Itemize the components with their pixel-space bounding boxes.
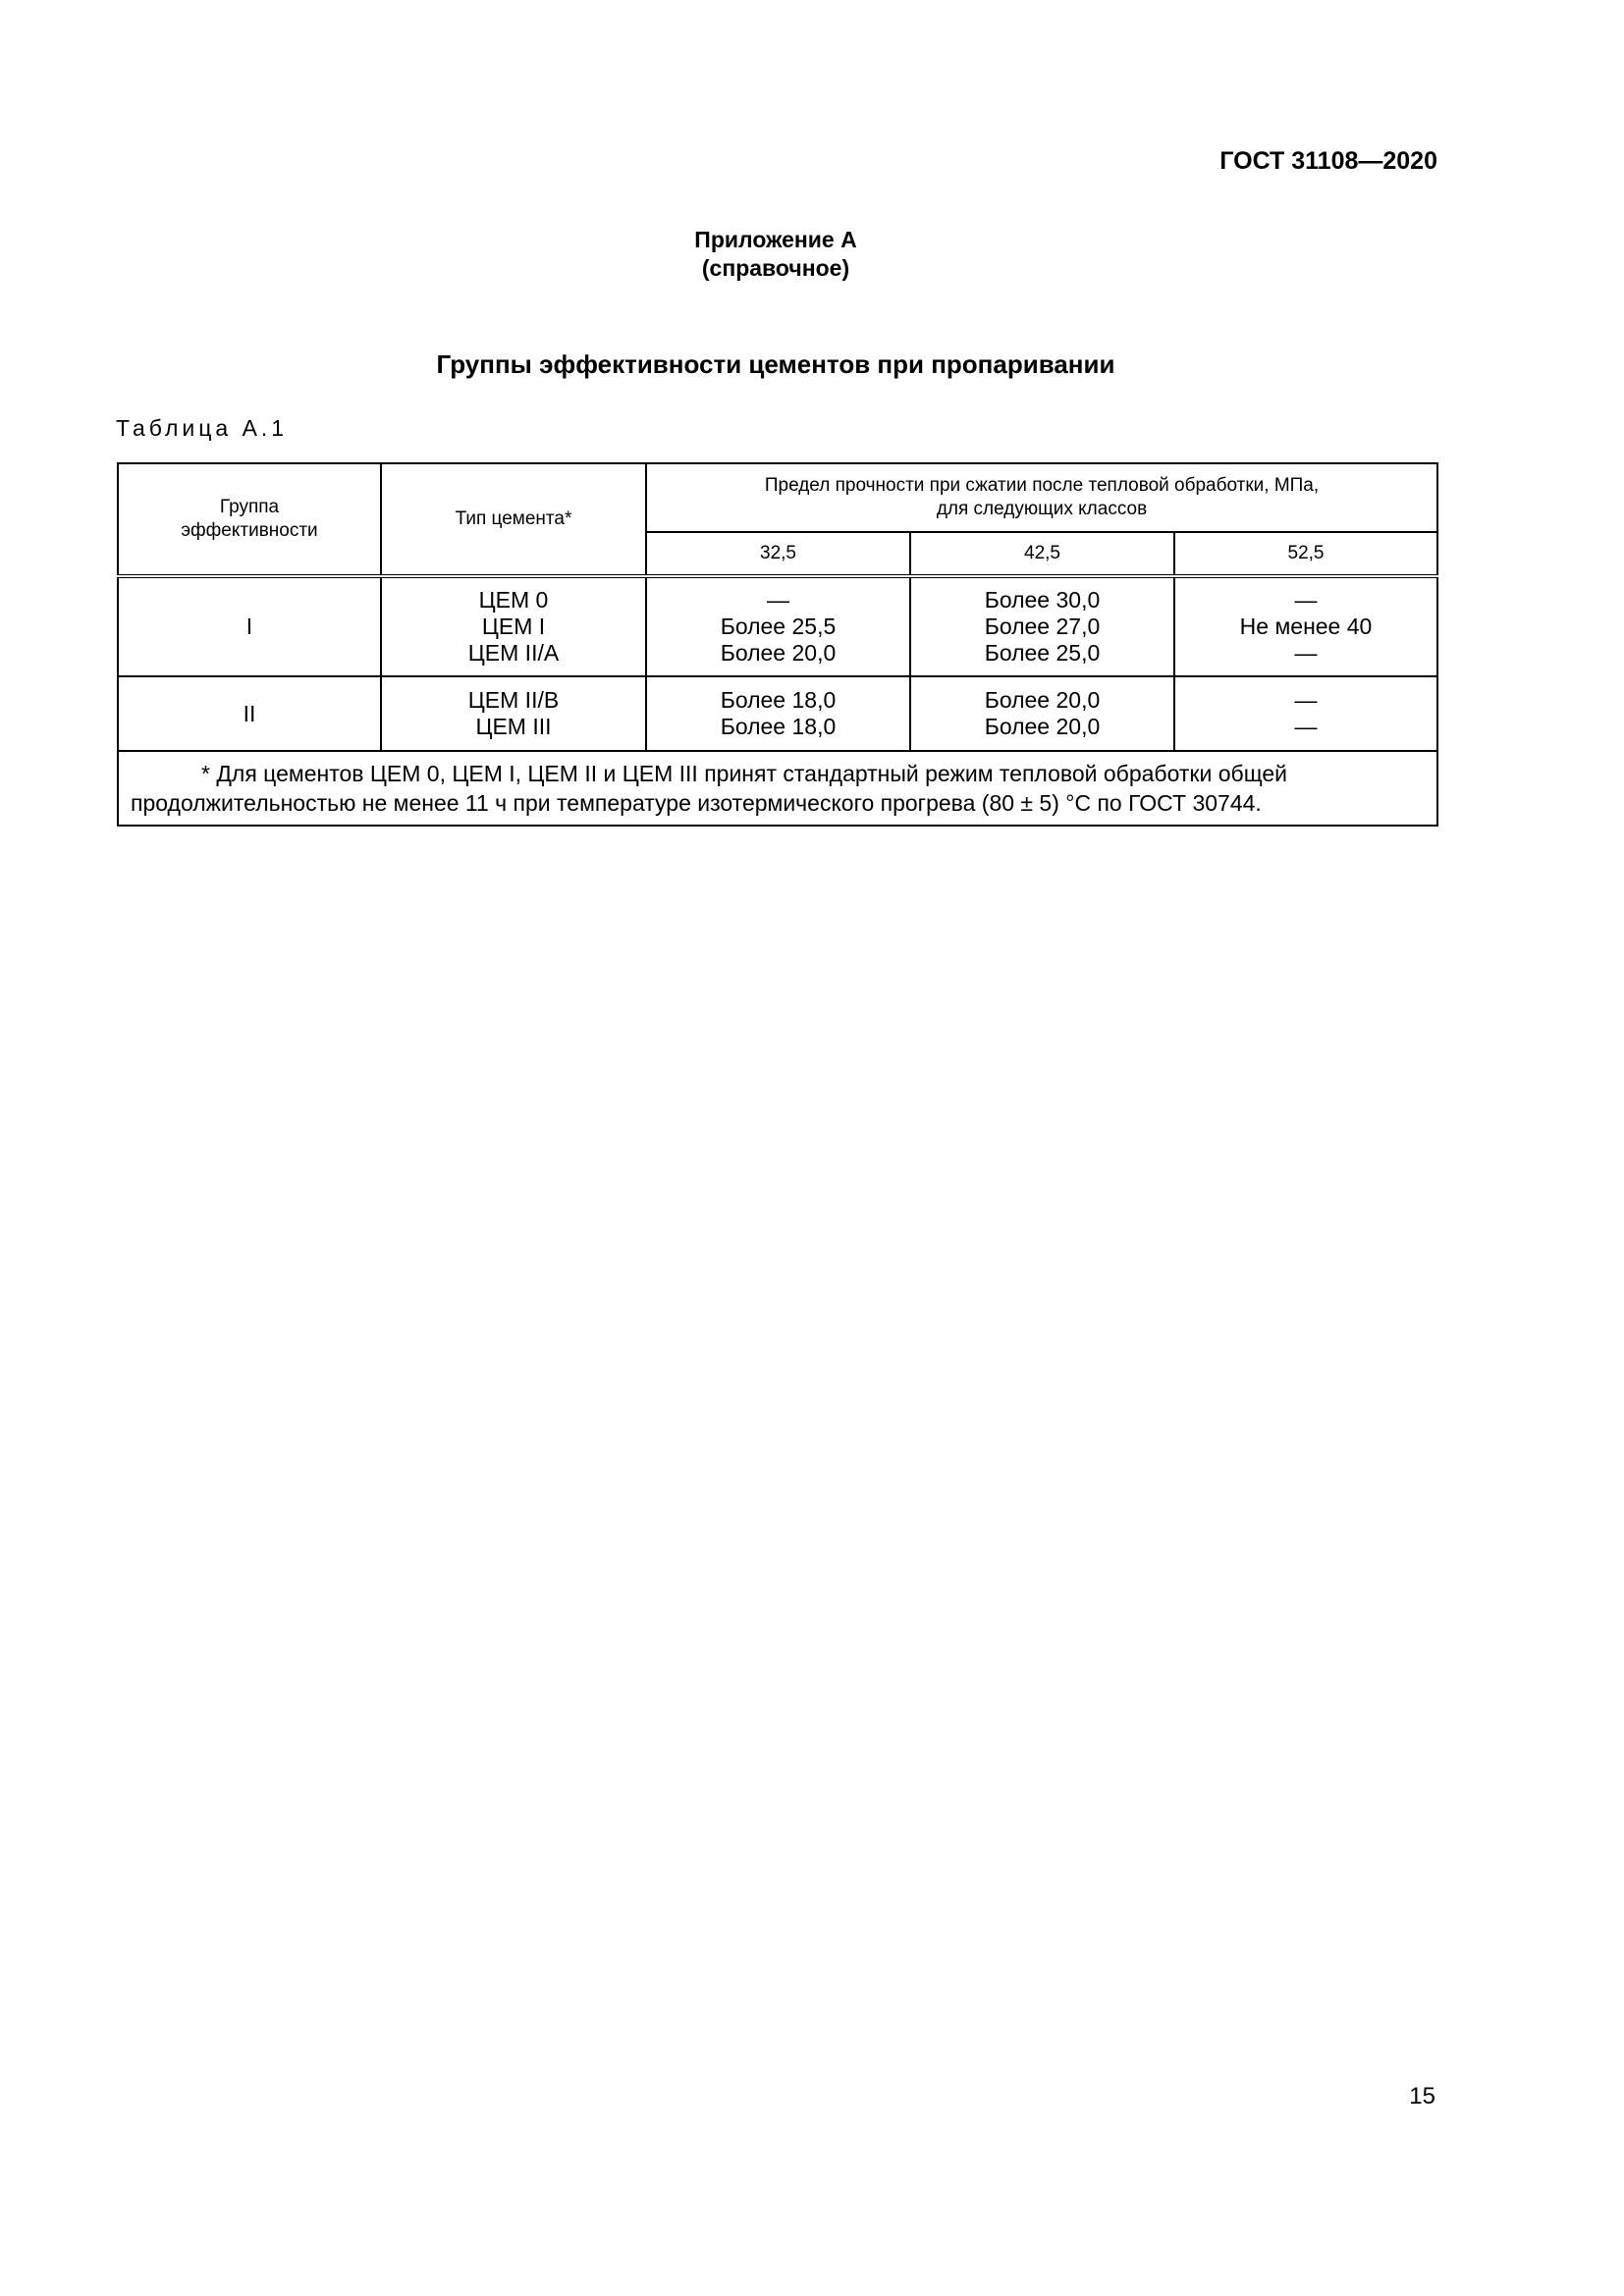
cement-type-cell: ЦЕМ 0 ЦЕМ I ЦЕМ II/А: [381, 576, 646, 676]
value-cell-42-5: Более 20,0 Более 20,0: [910, 676, 1174, 751]
header-cement-type: Тип цемента*: [381, 463, 646, 576]
header-strength: Предел прочности при сжатии после тепловой обработки, МПа, для следующих классов: [646, 463, 1437, 532]
value-cell-32-5: Более 18,0 Более 18,0: [646, 676, 910, 751]
section-title: Группы эффективности цементов при пропаривании: [436, 349, 1115, 379]
header-group: Группа эффективности: [118, 463, 381, 576]
document-code: ГОСТ 31108—2020: [1219, 147, 1437, 175]
value-cell-42-5: Более 30,0 Более 27,0 Более 25,0: [910, 576, 1174, 676]
page-number: 15: [1409, 2083, 1435, 2109]
table-caption: Таблица А.1: [116, 415, 289, 441]
group-cell: II: [118, 676, 381, 751]
header-class-52-5: 52,5: [1174, 532, 1437, 576]
table-footnote: * Для цементов ЦЕМ 0, ЦЕМ I, ЦЕМ II и ЦЕМ III принят стандартный режим тепловой обработки общей продолжительностью не менее 11 ч при температуре изотермического прогрева (80 ± 5) °С по ГОСТ 30744.: [118, 751, 1437, 826]
strength-table: [117, 462, 1438, 827]
header-class-42-5: 42,5: [910, 532, 1174, 576]
table-row: [118, 576, 1437, 676]
group-cell: I: [118, 576, 381, 676]
header-class-32-5: 32,5: [646, 532, 910, 576]
value-cell-52-5: — Не менее 40 —: [1174, 576, 1437, 676]
value-cell-32-5: — Более 25,5 Более 20,0: [646, 576, 910, 676]
cement-type-cell: ЦЕМ II/В ЦЕМ III: [381, 676, 646, 751]
appendix-subtitle: (справочное): [701, 255, 850, 281]
value-cell-52-5: — —: [1174, 676, 1437, 751]
appendix-title: Приложение А: [694, 227, 857, 252]
appendix-heading: [0, 226, 1551, 283]
table-row: [118, 676, 1437, 751]
